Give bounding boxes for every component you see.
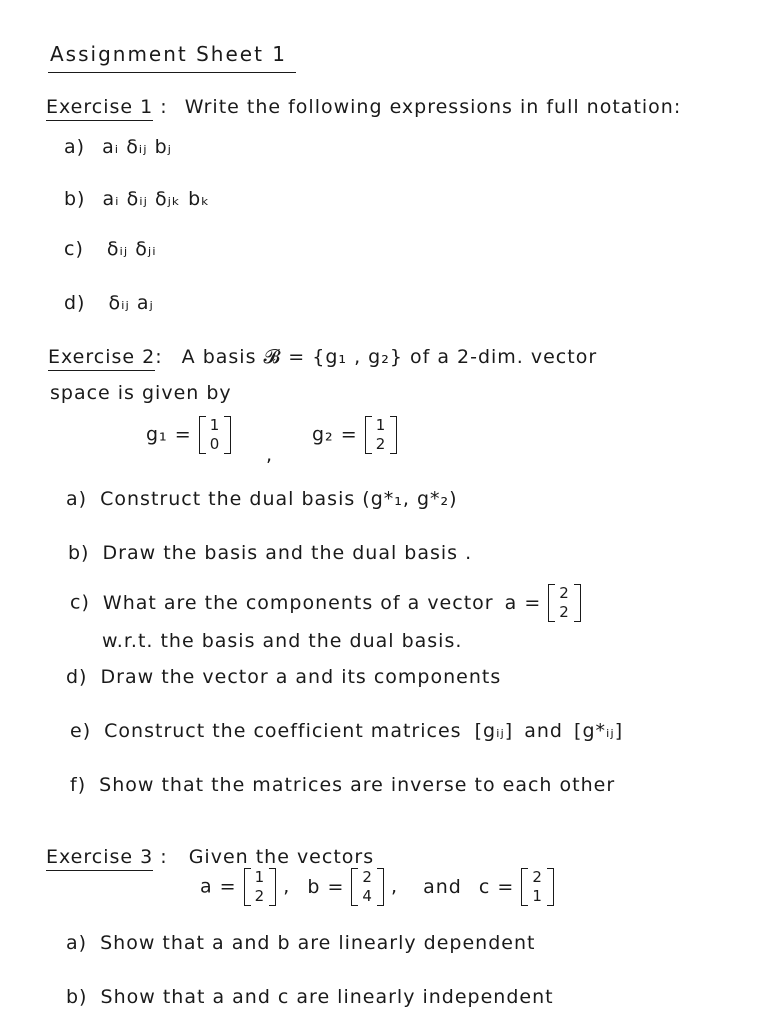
vector-c-matrix [521,868,554,906]
item-text: w.r.t. the basis and the dual basis. [102,630,463,652]
matrix-entry: 1 [254,868,266,886]
exercise-1-label: Exercise 1 [46,96,153,121]
right-bracket [224,416,231,454]
exercise-3-heading [46,846,374,868]
matrix-entry: 1 [532,887,543,905]
matrix-cells [372,416,391,454]
right-bracket [377,868,384,906]
left-bracket [351,868,358,906]
vector-c-name: c = [478,875,515,898]
matrix-entry: 1 [375,416,387,434]
vector-a-name: a = [200,875,237,898]
right-bracket [574,584,581,622]
intro-line2-text: space is given by [50,382,232,404]
g1-name: g₁ = [146,423,192,446]
item-expression: aᵢ δᵢⱼ bⱼ [102,136,172,158]
exercise-3-label: Exercise 3 [46,846,153,871]
item-letter: b) [64,188,86,210]
exercise-2-heading [48,346,597,368]
vector-a-matrix [548,584,581,622]
exercise-2-intro-line1: A basis 𝓑 = {g₁ , g₂} of a 2-dim. vector [181,346,598,368]
item-text: Show that the matrices are inverse to each other [99,774,616,796]
item-text: What are the components of a vector [102,591,494,614]
page-title [50,42,287,66]
right-bracket [390,416,397,454]
item-letter: c) [64,238,84,260]
item-letter: b) [68,542,90,564]
g2-matrix [365,416,398,454]
item-text: Construct the coefficient matrices [104,720,462,742]
coefficient-matrix-g-dual: [g*ᵢⱼ] [574,720,624,742]
vector-b-matrix [351,868,384,906]
matrix-cells [358,868,377,906]
separator-comma: , [391,875,399,898]
ex1-item-b [64,188,210,210]
vector-a-matrix [244,868,277,906]
matrix-entry: 2 [559,603,570,621]
item-letter: a) [66,488,88,510]
item-letter: a) [64,136,86,158]
title-text: Assignment Sheet 1 [50,42,288,66]
ex2-item-f [70,774,615,796]
basis-vector-g1 [146,416,231,454]
ex3-vectors [200,868,554,906]
left-bracket [521,868,528,906]
matrix-entry: 2 [254,887,266,905]
matrix-cells [528,868,547,906]
and-word: and [524,720,563,742]
matrix-entry: 2 [532,868,543,886]
right-bracket [269,868,276,906]
ex1-item-a [64,136,172,158]
title-underline [48,72,296,73]
separator-comma: , [283,875,291,898]
item-letter: d) [66,666,88,688]
exercise-2-label: Exercise 2 [48,346,155,371]
item-letter: e) [70,720,92,742]
matrix-entry: 2 [362,868,373,886]
vector-a-name: a = [504,591,542,614]
item-text: Construct the dual basis (g*₁, g*₂) [100,488,458,510]
basis-vector-g2 [312,416,397,454]
item-text: Draw the vector a and its components [100,666,502,688]
coefficient-matrix-g: [gᵢⱼ] [474,720,514,742]
matrix-entry: 4 [362,887,373,905]
matrix-cells [206,416,225,454]
left-bracket [244,868,251,906]
colon: : [153,96,175,118]
item-letter: d) [64,292,86,314]
ex2-item-d [66,666,501,688]
item-expression: δᵢⱼ δⱼᵢ [106,238,157,260]
colon: : [155,346,163,368]
matrix-entry: 1 [209,416,221,434]
ex2-item-a [66,488,458,510]
matrix-entry: 2 [375,435,387,453]
exercise-2-intro-line2 [50,382,232,404]
left-bracket [199,416,206,454]
separator-comma: , [266,444,274,466]
g2-name: g₂ = [312,423,358,446]
g1-matrix [199,416,232,454]
ex1-item-c [64,238,157,260]
colon: : [153,846,168,868]
matrix-entry: 0 [209,435,221,453]
matrix-cells [555,584,574,622]
exercise-1-heading [46,96,681,118]
ex3-item-a [66,932,535,954]
item-letter: b) [66,986,88,1008]
item-text: Show that a and b are linearly dependent [100,932,536,954]
exercise-3-intro: Given the vectors [188,846,375,868]
exercise-1-instruction: Write the following expressions in full notation: [184,96,682,118]
item-letter: a) [66,932,88,954]
item-letter: f) [70,774,87,796]
ex2-item-c [70,584,581,622]
item-expression: aᵢ δᵢⱼ δⱼₖ bₖ [102,188,211,210]
ex2-item-e [70,720,623,742]
matrix-entry: 2 [559,584,570,602]
matrix-cells [251,868,270,906]
ex1-item-d [64,292,154,314]
left-bracket [365,416,372,454]
right-bracket [547,868,554,906]
ex2-item-c-line2 [102,630,462,652]
item-text: Draw the basis and the dual basis . [102,542,473,564]
vector-b-name: b = [307,875,345,898]
ex3-item-b [66,986,554,1008]
and-word: and [423,875,462,898]
item-expression: δᵢⱼ aⱼ [108,292,154,314]
item-text: Show that a and c are linearly independent [100,986,554,1008]
ex2-item-b [68,542,472,564]
left-bracket [548,584,555,622]
item-letter: c) [70,591,90,614]
